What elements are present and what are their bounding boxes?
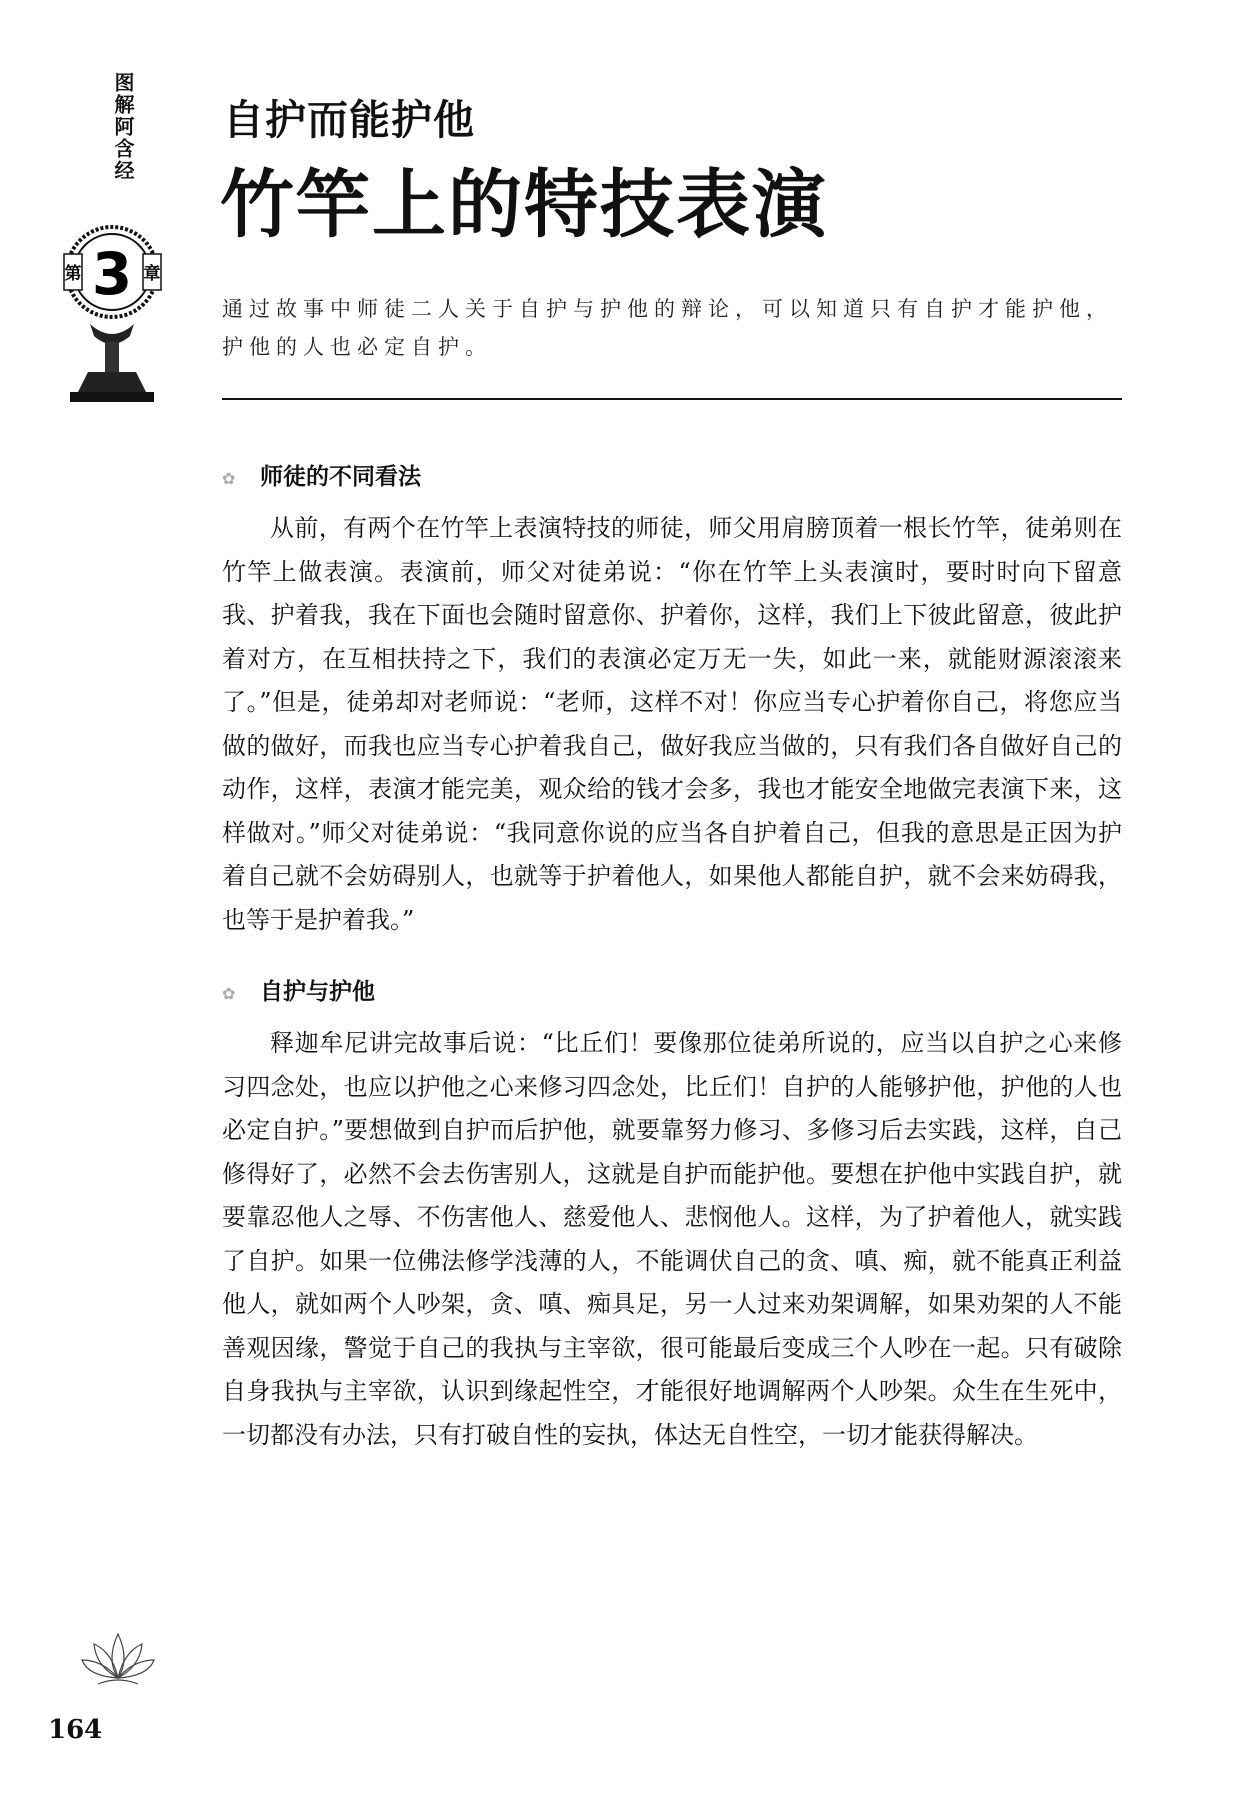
- flower-ornament-icon: ✿: [222, 984, 236, 1003]
- subtitle: 自护而能护他: [223, 96, 475, 144]
- chapter-emblem: [50, 224, 175, 429]
- section-heading-2: [222, 977, 375, 1009]
- emblem-base: [78, 372, 146, 392]
- section-heading-1-text: 师徒的不同看法: [260, 464, 421, 490]
- section-paragraph-1: 从前，有两个在竹竿上表演特技的师徒，师父用肩膀顶着一根长竹竿，徒弟则在竹竿上做表演。表演前，师父对徒弟说：“你在竹竿上头表演时，要时时向下留意我、护着我，我在下面也会随时留意你、护着你，这样，我们上下彼此留意，彼此护着对方，在互相扶持之下，我们的表演必定万无一失，如此一来，就能财源滚滚来了。”但是，徒弟却对老师说：“老师，这样不对！你应当专心护着你自己，将您应当做的做好，而我也应当专心护着我自己，做好我应当做的，只有我们各自做好自己的动作，这样，表演才能完美，观众给的钱才会多，我也才能安全地做完表演下来，这样做对。”师父对徒弟说：“我同意你说的应当各自护着自己，但我的意思是正因为护着自己就不会妨碍别人，也就等于护着他人，如果他人都能自护，就不会来妨碍我，也等于是护着我。”: [222, 514, 1122, 934]
- section-heading-2-text: 自护与护他: [260, 979, 375, 1005]
- chapter-number: 3: [91, 240, 133, 308]
- lotus-icon: [78, 1620, 158, 1688]
- emblem-pillar: [105, 342, 119, 372]
- section-paragraph-2: 释迦牟尼讲完故事后说：“比丘们！要像那位徒弟所说的，应当以自护之心来修习四念处，也应以护他之心来修习四念处，比丘们！自护的人能够护他，护他的人也必定自护。”要想做到自护而后护他，就要靠努力修习、多修习后去实践，这样，自己修得好了，必然不会去伤害别人，这就是自护而能护他。要想在护他中实践自护，就要靠忍他人之辱、不伤害他人、慈爱他人、悲悯他人。这样，为了护着他人，就实践了自护。如果一位佛法修学浅薄的人，不能调伏自己的贪、嗔、痴，就不能真正利益他人，就如两个人吵架，贪、嗔、痴具足，另一人过来劝架调解，如果劝架的人不能善观因缘，警觉于自己的我执与主宰欲，很可能最后变成三个人吵在一起。只有破除自身我执与主宰欲，认识到缘起性空，才能很好地调解两个人吵架。众生在生死中，一切都没有办法，只有打破自性的妄执，体达无自性空，一切才能获得解决。: [222, 1029, 1122, 1449]
- section-heading-1: [222, 462, 421, 494]
- emblem-foot: [70, 392, 154, 402]
- side-book-title: 图解阿含经: [111, 72, 135, 182]
- page-number: 164: [48, 1715, 103, 1745]
- flower-ornament-icon: ✿: [222, 469, 236, 488]
- divider: [222, 398, 1122, 400]
- chapter-suffix: 章: [143, 264, 161, 284]
- chapter-prefix: 第: [64, 264, 82, 284]
- emblem-stem: [90, 324, 134, 344]
- intro-text: 通过故事中师徒二人关于自护与护他的辩论，可以知道只有自护才能护他，护他的人也必定自护。: [222, 297, 1113, 359]
- page-title: 竹竿上的特技表演: [220, 162, 828, 248]
